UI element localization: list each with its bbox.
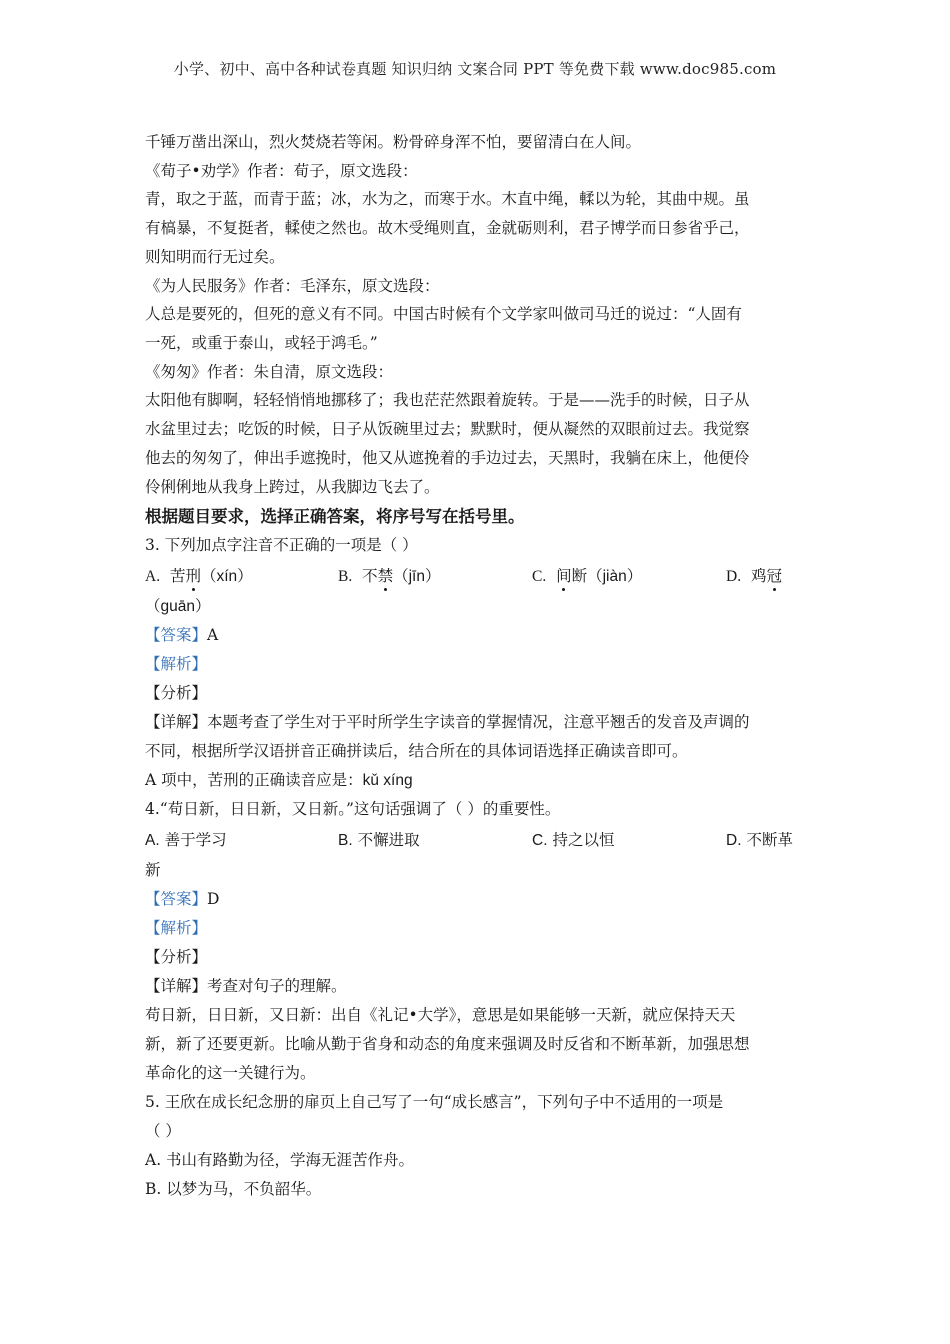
q3-options: [145, 560, 810, 592]
q3-option-d-wrap: （guān）: [145, 598, 211, 615]
q5-option-b: B. 以梦为马，不负韶华。: [145, 1180, 322, 1198]
congcong-line: 太阳他有脚啊，轻轻悄悄地挪移了；我也茫茫然跟着旋转。于是——洗手的时候，日子从: [145, 391, 750, 409]
q3-option-c: C. 间断（jiàn）: [532, 560, 642, 593]
page-header: 小学、初中、高中各种试卷真题 知识归纳 文案合同 PPT 等免费下载 www.doc985.com: [173, 60, 777, 78]
q4-explain-line: 新，新了还要更新。比喻从勤于省身和动态的角度来强调及时反省和不断革新，加强思想: [145, 1035, 750, 1053]
xunzi-line: 青，取之于蓝，而青于蓝；冰，水为之，而寒于水。木直中绳，輮以为轮，其曲中规。虽: [145, 190, 750, 208]
congcong-line: 水盆里过去；吃饭的时候，日子从饭碗里过去；默默时，便从凝然的双眼前过去。我觉察: [145, 420, 750, 438]
q4-explain-line: 革命化的这一关键行为。: [145, 1064, 316, 1082]
q3-fenxi-label: 【分析】: [145, 684, 208, 702]
serve-line: 人总是要死的，但死的意义有不同。中国古时候有个文学家叫做司马迁的说过：“人固有: [145, 305, 742, 323]
answer-value: D: [207, 890, 220, 908]
q4-explain-line: 苟日新，日日新，又日新：出自《礼记•大学》，意思是如果能够一天新，就应保持天天: [145, 1006, 736, 1024]
q4-option-a: A. 善于学习: [145, 831, 227, 849]
q5-stem-wrap: （ ）: [145, 1122, 181, 1140]
q4-option-b: B. 不懈进取: [338, 831, 420, 849]
q4-analysis-label: 【解析】: [145, 919, 208, 937]
q4-option-d-wrap: 新: [145, 861, 161, 879]
q4-option-c: C. 持之以恒: [532, 831, 615, 849]
document-body: [145, 128, 810, 1204]
answer-label: 【答案】: [145, 626, 208, 644]
answer-value: A: [207, 626, 219, 644]
q3-option-a: A. 苦刑（xín）: [145, 560, 253, 593]
q4-options: [145, 824, 810, 856]
q4-answer: [145, 885, 810, 914]
q5-stem: 5. 王欣在成长纪念册的扉页上自己写了一句“成长感言”，下列句子中不适用的一项是: [145, 1093, 724, 1111]
congcong-title: 《匆匆》作者：朱自清，原文选段：: [145, 363, 394, 381]
serve-title: 《为人民服务》作者：毛泽东，原文选段：: [145, 277, 440, 295]
q3-analysis-label: 【解析】: [145, 655, 208, 673]
serve-line: 一死，或重于泰山，或轻于鸿毛。”: [145, 334, 378, 352]
congcong-line: 他去的匆匆了，伸出手遮挽时，他又从遮挽着的手边过去，天黑时，我躺在床上，他便伶: [145, 449, 750, 467]
q4-detail: 【详解】考查对句子的理解。: [145, 977, 347, 995]
section-instruction: 根据题目要求，选择正确答案，将序号写在括号里。: [145, 507, 525, 526]
q3-detail-line: 【详解】本题考查了学生对于平时所学生字读音的掌握情况，注意平翘舌的发音及声调的: [145, 713, 750, 731]
q4-option-d: D. 不断革: [726, 831, 793, 849]
poem-tail: 千锤万凿出深山，烈火焚烧若等闲。粉骨碎身浑不怕，要留清白在人间。: [145, 133, 642, 151]
q5-option-a: A. 书山有路勤为径，学海无涯苦作舟。: [145, 1151, 415, 1169]
q3-option-b: B. 不禁（jīn）: [338, 560, 440, 593]
xunzi-title: 《荀子•劝学》作者：荀子，原文选段：: [145, 162, 418, 180]
congcong-line: 伶俐俐地从我身上跨过，从我脚边飞去了。: [145, 478, 440, 496]
q3-answer: [145, 621, 810, 650]
q4-stem: 4.“苟日新，日日新，又日新。”这句话强调了（ ）的重要性。: [145, 800, 561, 818]
q4-fenxi-label: 【分析】: [145, 948, 208, 966]
xunzi-line: 有槁暴，不复挺者，輮使之然也。故木受绳则直，金就砺则利，君子博学而日参省乎己，: [145, 219, 750, 237]
q3-detail-line: 不同，根据所学汉语拼音正确拼读后，结合所在的具体词语选择正确读音即可。: [145, 742, 688, 760]
q3-option-d: D. 鸡冠: [726, 560, 782, 593]
answer-label: 【答案】: [145, 890, 208, 908]
xunzi-line: 则知明而行无过矣。: [145, 248, 285, 266]
q3-note: A 项中，苦刑的正确读音应是：kǔ xíng: [145, 771, 413, 789]
q3-stem: 3. 下列加点字注音不正确的一项是（ ）: [145, 536, 418, 554]
